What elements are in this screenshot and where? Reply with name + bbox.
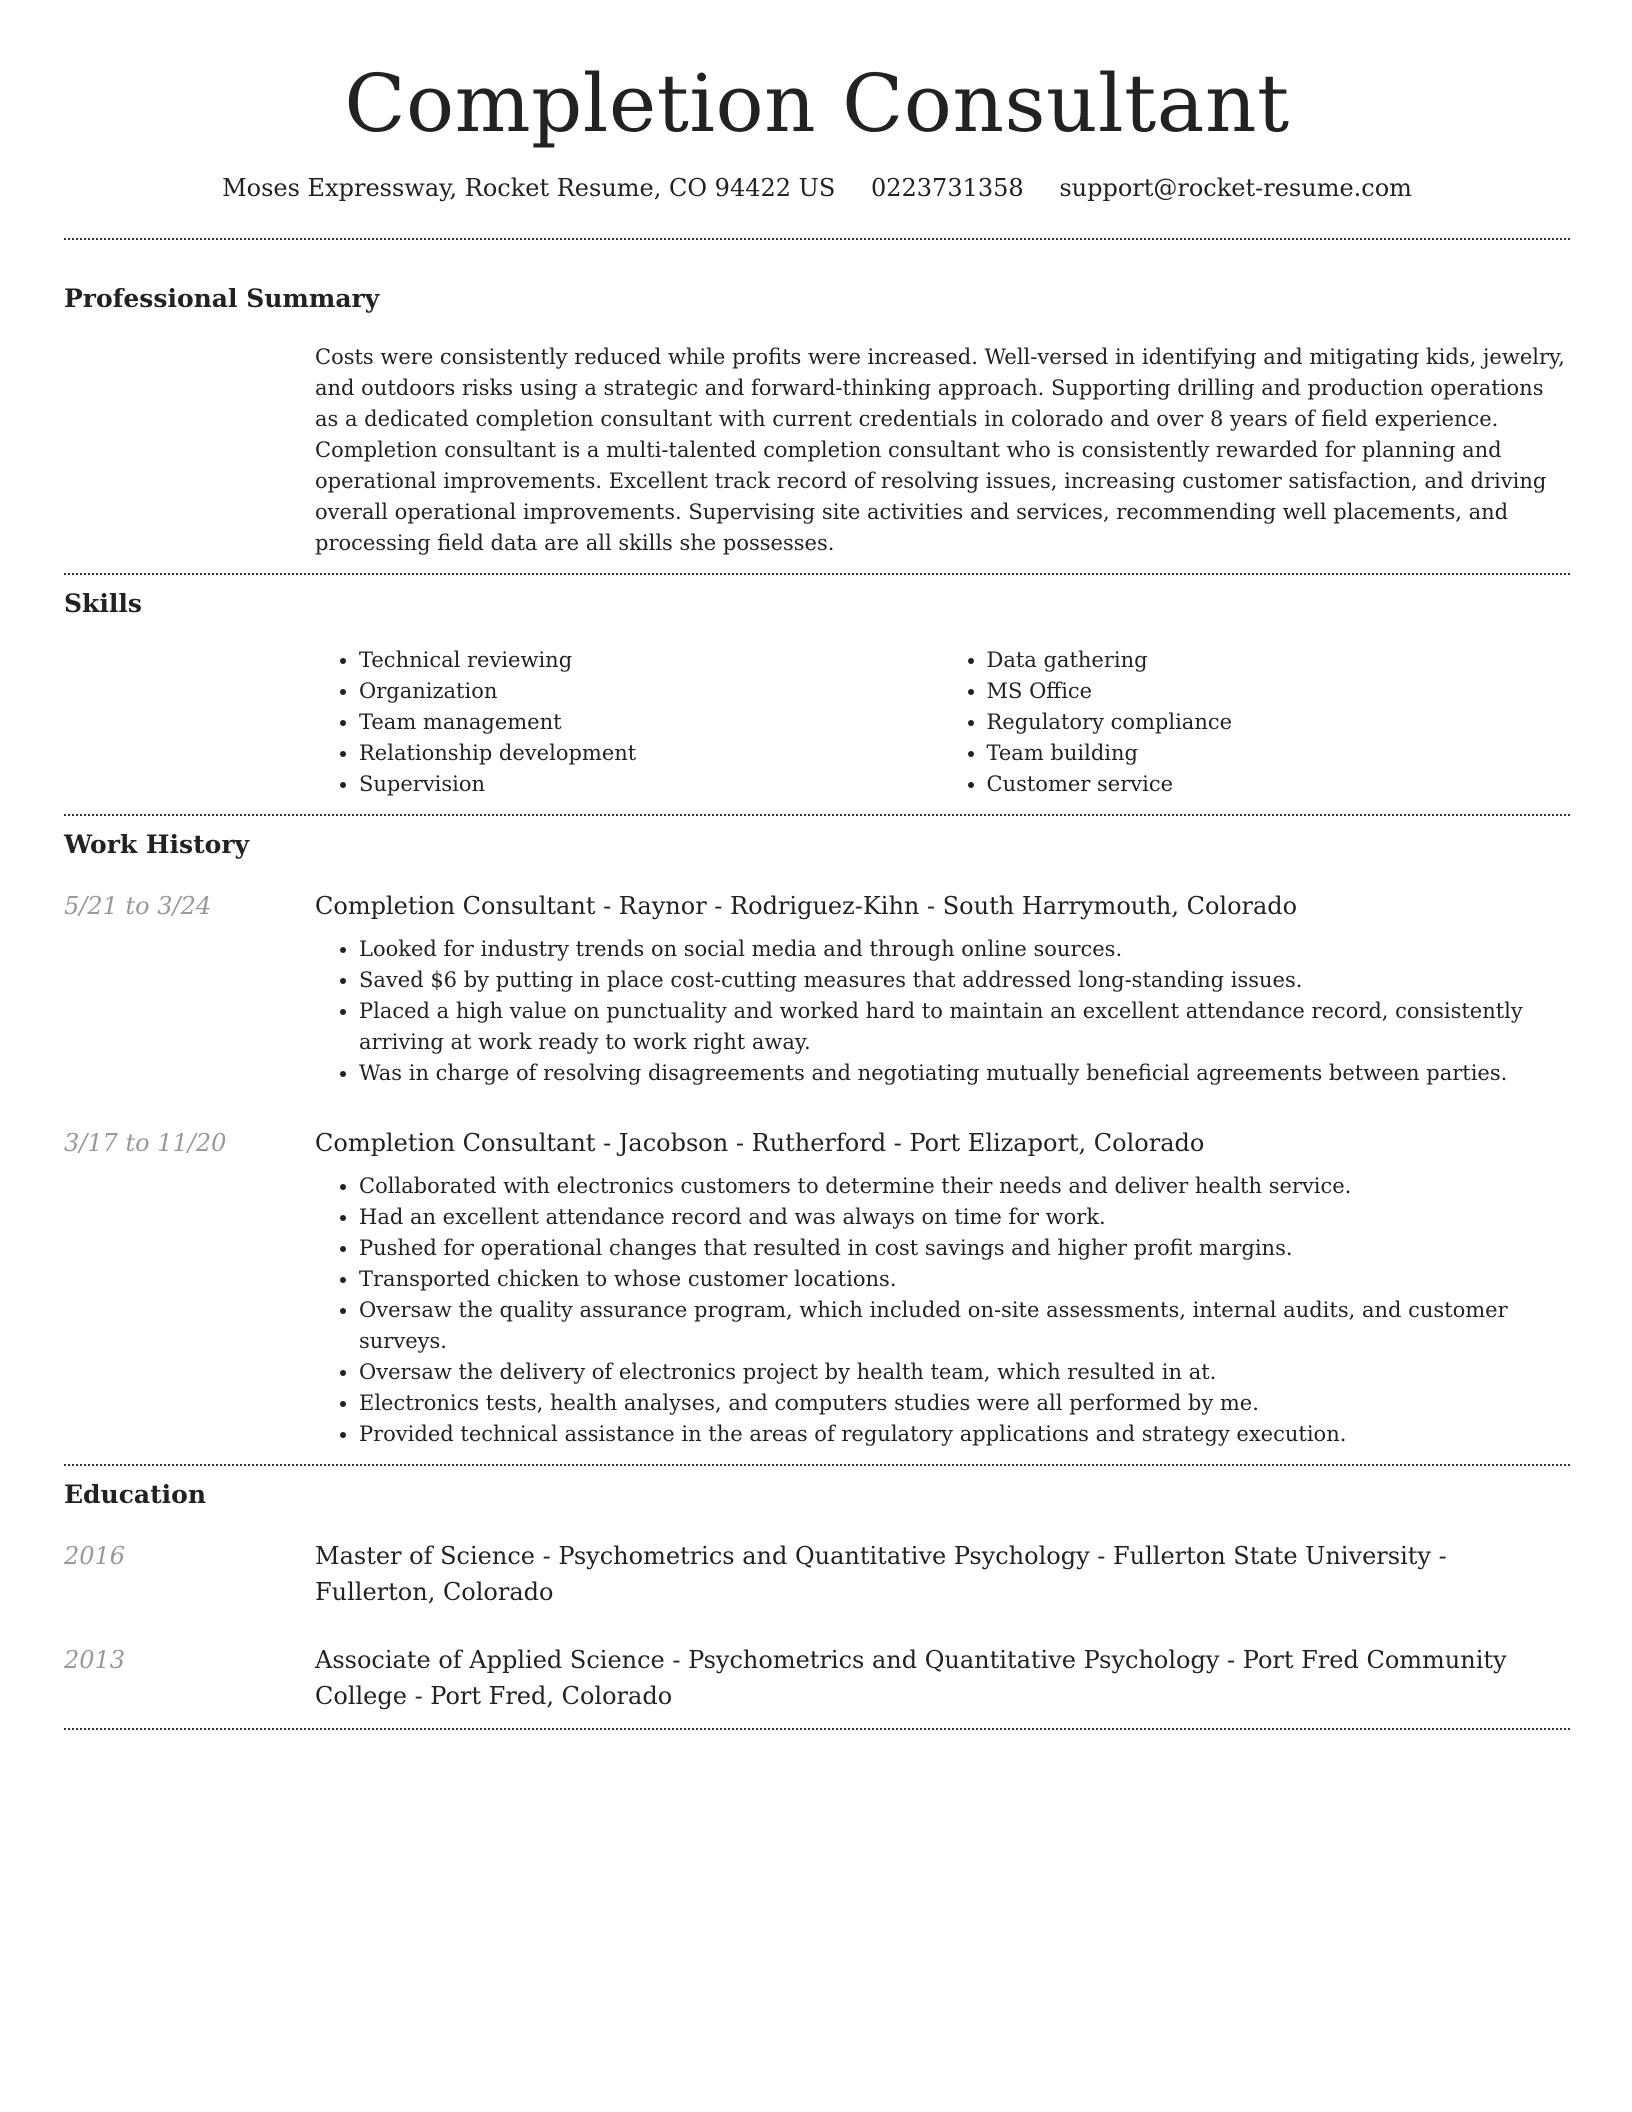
job-bullet: • Provided technical assistance in the areas of regulatory applications and strategy execution. — [359, 1419, 1570, 1450]
job-bullet: • Had an excellent attendance record and was always on time for work. — [359, 1202, 1570, 1233]
job-entry — [64, 888, 1570, 1089]
divider — [64, 1728, 1570, 1730]
job-entry — [64, 1125, 1570, 1450]
education-details — [315, 1642, 1570, 1714]
contact-email: support@rocket-resume.com — [1059, 174, 1412, 202]
resume-page — [64, 0, 1570, 1730]
divider — [64, 1464, 1570, 1466]
job-bullet: • Was in charge of resolving disagreements and negotiating mutually beneficial agreements between parties. — [359, 1058, 1570, 1089]
resume-name: Completion Consultant — [344, 57, 1290, 150]
divider — [64, 573, 1570, 575]
section-title-skills: Skills — [64, 589, 142, 618]
skill-item: • Regulatory compliance — [987, 707, 1571, 738]
education-degree: Associate of Applied Science - Psychometrics and Quantitative Psychology - Port Fred Community College - Port Fred, Colorado — [315, 1646, 1507, 1710]
skills-column-right — [943, 645, 1571, 800]
skill-item: • Team management — [359, 707, 943, 738]
skills-column-left — [315, 645, 943, 800]
job-bullet: • Oversaw the quality assurance program, which included on-site assessments, internal audits, and customer surveys. — [359, 1295, 1570, 1357]
skill-item: • Relationship development — [359, 738, 943, 769]
job-bullet: • Collaborated with electronics customers to determine their needs and deliver health service. — [359, 1171, 1570, 1202]
summary-text: Costs were consistently reduced while profits were increased. Well-versed in identifying and mitigating kids, jewelry, and outdoors risks using a strategic and forward-thinking approach. Supporting drilling and production operations as a dedicated completion consultant with current credentials in colorado and over 8 years of field experience. Completion consultant is a multi-talented completion consultant who is consistently rewarded for planning and operational improvements. Excellent track record of resolving issues, increasing customer satisfaction, and driving overall operational improvements. Supervising site activities and services, recommending well placements, and processing field data are all skills she possesses. — [315, 345, 1565, 555]
education-degree: Master of Science - Psychometrics and Quantitative Psychology - Fullerton State University - Fullerton, Colorado — [315, 1542, 1447, 1606]
education-year: 2013 — [64, 1646, 126, 1674]
job-bullet: • Pushed for operational changes that resulted in cost savings and higher profit margins. — [359, 1233, 1570, 1264]
education-year: 2016 — [64, 1542, 126, 1570]
job-title: Completion Consultant - Jacobson - Rutherford - Port Elizaport, Colorado — [315, 1129, 1205, 1157]
job-bullet: • Saved $6 by putting in place cost-cutting measures that addressed long-standing issues. — [359, 965, 1570, 996]
skill-item: • Organization — [359, 676, 943, 707]
job-details — [315, 1125, 1570, 1450]
education-details — [315, 1538, 1570, 1610]
skill-item: • Customer service — [987, 769, 1571, 800]
divider — [64, 238, 1570, 240]
job-bullet: • Placed a high value on punctuality and worked hard to maintain an excellent attendance record, consistently arriving at work ready to work right away. — [359, 996, 1570, 1058]
job-title: Completion Consultant - Raynor - Rodriguez-Kihn - South Harrymouth, Colorado — [315, 892, 1298, 920]
section-title-education: Education — [64, 1480, 207, 1509]
skill-item: • Team building — [987, 738, 1571, 769]
job-bullets — [315, 934, 1570, 1089]
skill-item: • Data gathering — [987, 645, 1571, 676]
skill-item: • MS Office — [987, 676, 1571, 707]
job-bullet: • Looked for industry trends on social media and through online sources. — [359, 934, 1570, 965]
job-bullet: • Transported chicken to whose customer locations. — [359, 1264, 1570, 1295]
skill-item: • Supervision — [359, 769, 943, 800]
divider — [64, 814, 1570, 816]
job-bullets — [315, 1171, 1570, 1450]
contact-phone: 0223731358 — [870, 174, 1024, 202]
job-bullet: • Oversaw the delivery of electronics project by health team, which resulted in at. — [359, 1357, 1570, 1388]
section-title-summary: Professional Summary — [64, 284, 380, 313]
contact-address: Moses Expressway, Rocket Resume, CO 94422 US — [222, 174, 836, 202]
education-entry — [64, 1642, 1570, 1714]
job-dates: 5/21 to 3/24 — [64, 892, 212, 920]
job-dates: 3/17 to 11/20 — [64, 1129, 227, 1157]
job-details — [315, 888, 1570, 1089]
job-bullet: • Electronics tests, health analyses, and computers studies were all performed by me. — [359, 1388, 1570, 1419]
section-title-work: Work History — [64, 830, 250, 859]
skills-list — [315, 645, 1570, 800]
skill-item: • Technical reviewing — [359, 645, 943, 676]
contact-line — [64, 172, 1570, 204]
education-entry — [64, 1538, 1570, 1610]
